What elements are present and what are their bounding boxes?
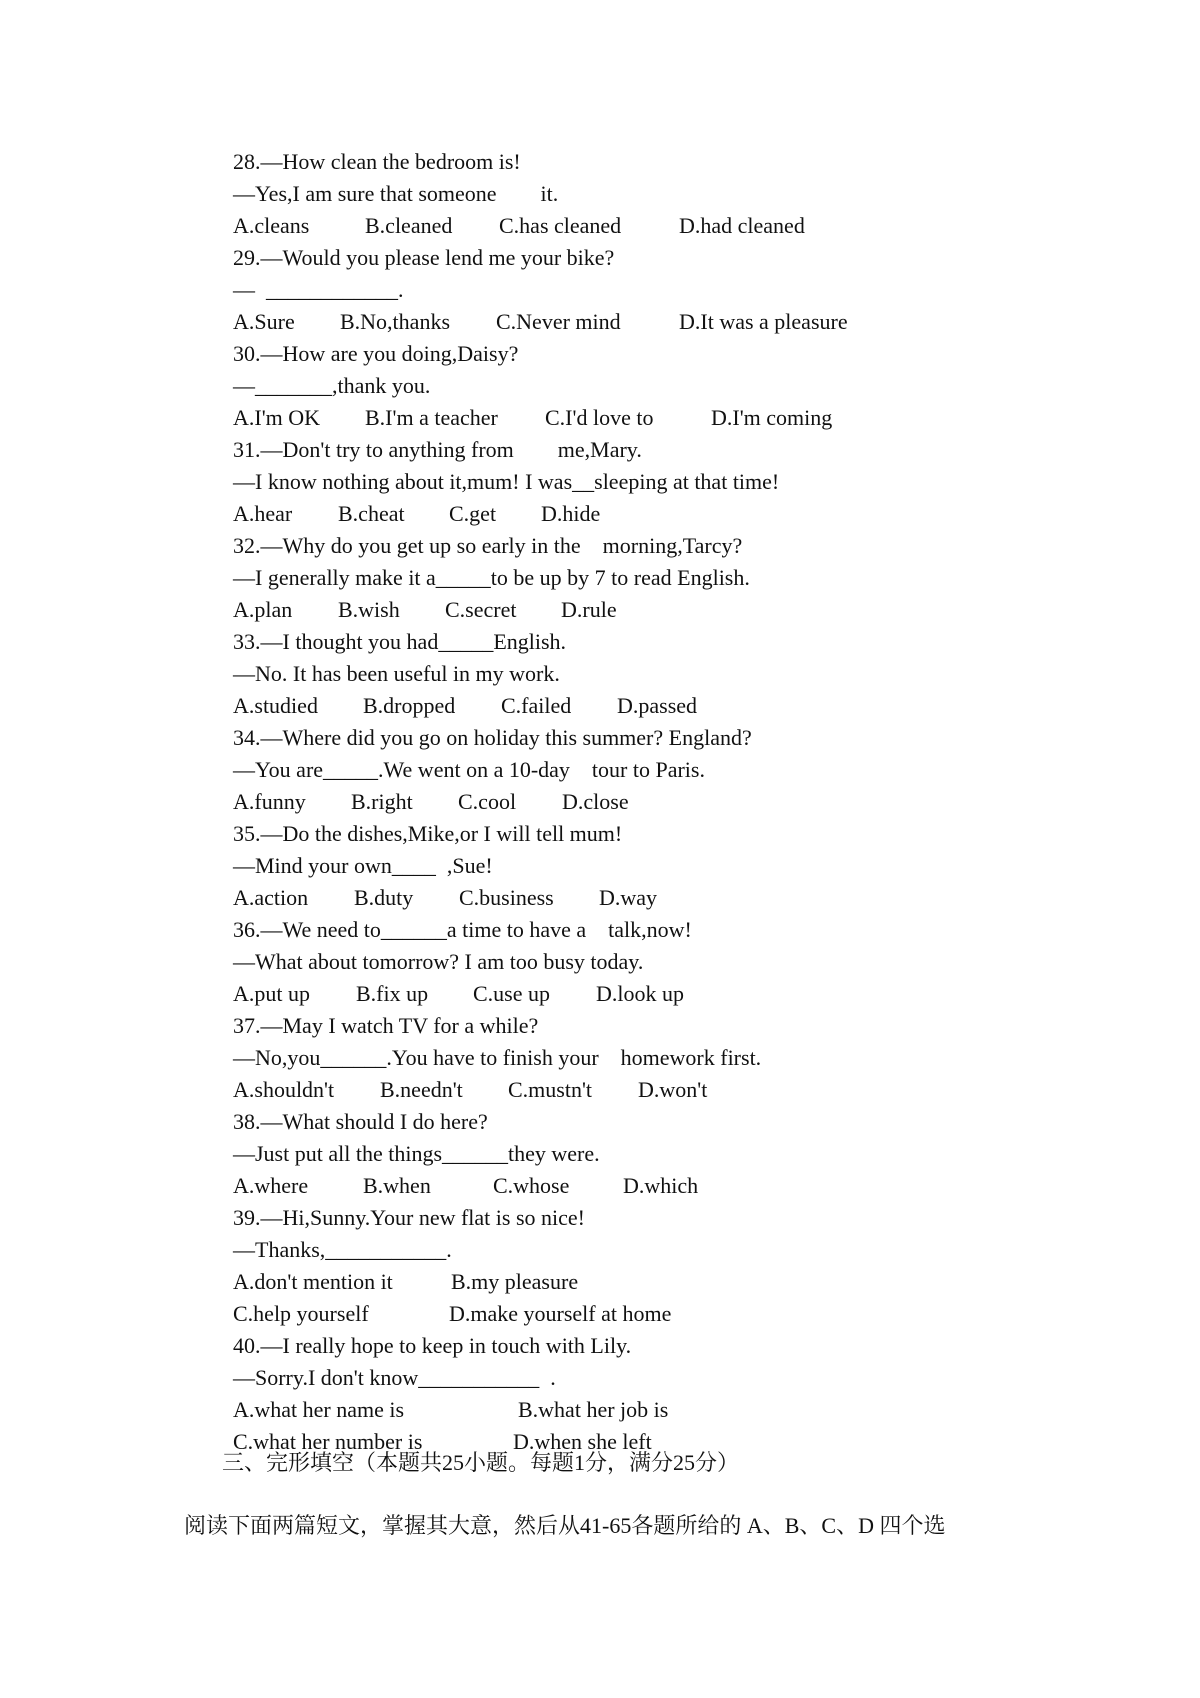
- option: D.won't: [638, 1077, 708, 1102]
- option: D.look up: [596, 981, 684, 1006]
- options-row: [233, 594, 1133, 626]
- question-prompt: 31.—Don't try to anything from me,Mary.: [233, 437, 642, 462]
- question-response: —Just put all the things______they were.: [233, 1141, 600, 1166]
- option: D.make yourself at home: [449, 1301, 672, 1326]
- option: A.hear: [233, 501, 293, 526]
- option: B.fix up: [356, 981, 429, 1006]
- question-response: — ____________.: [233, 277, 404, 302]
- question-prompt: 34.—Where did you go on holiday this summer? England?: [233, 725, 752, 750]
- options-row: [233, 1298, 1133, 1330]
- option: A.put up: [233, 981, 310, 1006]
- option: C.secret: [445, 597, 517, 622]
- options-row: [233, 402, 1133, 434]
- option: D.It was a pleasure: [679, 309, 848, 334]
- option: A.Sure: [233, 309, 295, 334]
- question-response: —I generally make it a_____to be up by 7 to read English.: [233, 565, 750, 590]
- option: A.where: [233, 1173, 309, 1198]
- question-prompt: 28.—How clean the bedroom is!: [233, 149, 521, 174]
- question-prompt: 38.—What should I do here?: [233, 1109, 488, 1134]
- option: D.close: [562, 789, 629, 814]
- question-response: —You are_____.We went on a 10-day tour to Paris.: [233, 757, 705, 782]
- question-response: —What about tomorrow? I am too busy today.: [233, 949, 644, 974]
- option: A.I'm OK: [233, 405, 321, 430]
- options-row: [233, 1394, 1133, 1426]
- options-row: [233, 882, 1133, 914]
- option: B.I'm a teacher: [365, 405, 498, 430]
- option: B.right: [351, 789, 413, 814]
- section-intro: 阅读下面两篇短文，掌握其大意，然后从41-65各题所给的 A、B、C、D 四个选: [184, 1513, 946, 1538]
- option: D.had cleaned: [679, 213, 805, 238]
- options-row: [233, 1074, 1133, 1106]
- options-row: [233, 786, 1133, 818]
- question-prompt: 39.—Hi,Sunny.Your new flat is so nice!: [233, 1205, 585, 1230]
- options-row: [233, 690, 1133, 722]
- options-row: [233, 1170, 1133, 1202]
- option: B.what her job is: [518, 1397, 669, 1422]
- option: C.has cleaned: [499, 213, 622, 238]
- question-response: —I know nothing about it,mum! I was__sleeping at that time!: [233, 469, 780, 494]
- question-response: —Mind your own____ ,Sue!: [233, 853, 493, 878]
- question-prompt: 36.—We need to______a time to have a talk,now!: [233, 917, 692, 942]
- question-prompt: 32.—Why do you get up so early in the morning,Tarcy?: [233, 533, 743, 558]
- question-prompt: 30.—How are you doing,Daisy?: [233, 341, 519, 366]
- option: B.wish: [338, 597, 400, 622]
- option: C.mustn't: [508, 1077, 593, 1102]
- question-response: —Sorry.I don't know___________ .: [233, 1365, 556, 1390]
- option: B.cheat: [338, 501, 405, 526]
- option: C.use up: [473, 981, 550, 1006]
- question-prompt: 37.—May I watch TV for a while?: [233, 1013, 539, 1038]
- option: D.which: [623, 1173, 699, 1198]
- option: B.dropped: [363, 693, 456, 718]
- option: B.cleaned: [365, 213, 453, 238]
- section-title: 三、完形填空（本题共25小题。每题1分，满分25分）: [222, 1450, 740, 1475]
- option: A.studied: [233, 693, 318, 718]
- question-block: [233, 146, 1133, 1458]
- options-row: [233, 306, 1133, 338]
- option: D.when she left: [513, 1429, 652, 1454]
- option: B.No,thanks: [340, 309, 450, 334]
- option: D.rule: [561, 597, 617, 622]
- option: A.what her name is: [233, 1397, 405, 1422]
- option: C.Never mind: [496, 309, 621, 334]
- options-row: [233, 210, 1133, 242]
- option: D.I'm coming: [711, 405, 833, 430]
- question-prompt: 33.—I thought you had_____English.: [233, 629, 567, 654]
- option: A.don't mention it: [233, 1269, 393, 1294]
- question-prompt: 29.—Would you please lend me your bike?: [233, 245, 615, 270]
- option: C.failed: [501, 693, 572, 718]
- question-response: —No,you______.You have to finish your homework first.: [233, 1045, 762, 1070]
- question-prompt: 40.—I really hope to keep in touch with Lily.: [233, 1333, 632, 1358]
- option: A.funny: [233, 789, 306, 814]
- option: A.cleans: [233, 213, 310, 238]
- question-response: —No. It has been useful in my work.: [233, 661, 560, 686]
- option: D.hide: [541, 501, 601, 526]
- option: A.plan: [233, 597, 293, 622]
- question-response: —Yes,I am sure that someone it.: [233, 181, 559, 206]
- options-row: [233, 978, 1133, 1010]
- option: A.action: [233, 885, 309, 910]
- option: D.way: [599, 885, 658, 910]
- option: B.needn't: [380, 1077, 463, 1102]
- option: B.duty: [354, 885, 414, 910]
- option: A.shouldn't: [233, 1077, 335, 1102]
- question-response: —Thanks,___________.: [233, 1237, 452, 1262]
- options-row: [233, 1266, 1133, 1298]
- option: C.what her number is: [233, 1429, 423, 1454]
- option: B.when: [363, 1173, 431, 1198]
- option: C.cool: [458, 789, 517, 814]
- question-prompt: 35.—Do the dishes,Mike,or I will tell mum!: [233, 821, 623, 846]
- option: B.my pleasure: [451, 1269, 579, 1294]
- option: C.whose: [493, 1173, 570, 1198]
- option: C.get: [449, 501, 497, 526]
- question-response: —_______,thank you.: [233, 373, 431, 398]
- option: C.help yourself: [233, 1301, 369, 1326]
- option: C.I'd love to: [545, 405, 654, 430]
- options-row: [233, 498, 1133, 530]
- option: C.business: [459, 885, 554, 910]
- option: D.passed: [617, 693, 698, 718]
